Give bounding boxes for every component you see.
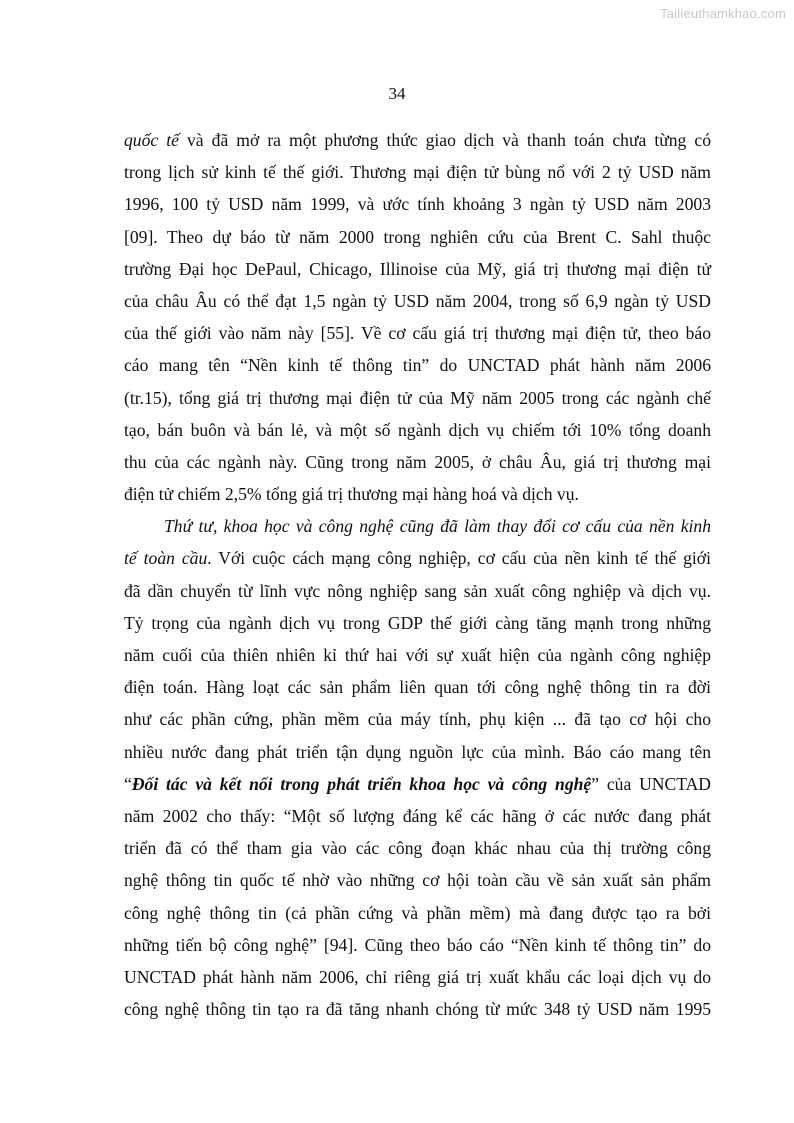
italic-text: tế toàn cầu [124, 548, 208, 569]
text-line [124, 736, 711, 768]
text-segment: . Với cuộc cách mạng công nghiệp, cơ cấu của nền kinh tế thế giới [207, 548, 711, 569]
text-line [124, 768, 711, 800]
text-line [124, 285, 711, 317]
text-segment: đã dần chuyển từ lĩnh vực nông nghiệp sang sản xuất công nghiệp và dịch vụ. [124, 580, 711, 601]
text-line [124, 993, 711, 1025]
text-line [124, 929, 711, 961]
text-segment: của thế giới vào năm này [55]. Về cơ cấu giá trị thương mại điện tử, theo báo [124, 323, 711, 344]
text-line [124, 156, 711, 188]
text-line [124, 382, 711, 414]
text-line [124, 446, 711, 478]
text-segment: thu của các ngành này. Cũng trong năm 2005, ở châu Âu, giá trị thương mại [124, 451, 711, 472]
text-line [124, 800, 711, 832]
text-segment: Tỷ trọng của ngành dịch vụ trong GDP thế giới càng tăng mạnh trong những [124, 612, 711, 633]
text-segment: (tr.15), tổng giá trị thương mại điện tử của Mỹ năm 2005 trong các ngành chế [124, 387, 711, 408]
text-line [124, 414, 711, 446]
text-segment: UNCTAD phát hành năm 2006, chỉ riêng giá trị xuất khẩu các loại dịch vụ do [124, 966, 711, 987]
text-line [124, 542, 711, 574]
text-line [124, 124, 711, 156]
text-segment: điện toán. Hàng loạt các sản phẩm liên quan tới công nghệ thông tin ra đời [124, 677, 711, 698]
text-line [124, 897, 711, 929]
text-segment: năm 2002 cho thấy: “Một số lượng đáng kể các hãng ở các nước đang phát [124, 805, 711, 826]
text-line [124, 703, 711, 735]
text-segment: cáo mang tên “Nền kinh tế thông tin” do UNCTAD phát hành năm 2006 [124, 355, 711, 376]
text-segment: của châu Âu có thể đạt 1,5 ngàn tỷ USD năm 2004, trong số 6,9 ngàn tỷ USD [124, 290, 711, 311]
text-segment: trong lịch sử kinh tế thế giới. Thương mại điện tử bùng nổ với 2 tỷ USD năm [124, 162, 711, 183]
text-line [124, 253, 711, 285]
text-line [124, 221, 711, 253]
text-line [124, 510, 711, 542]
text-line [124, 832, 711, 864]
text-segment: [09]. Theo dự báo từ năm 2000 trong nghiên cứu của Brent C. Sahl thuộc [124, 226, 711, 247]
text-line [124, 478, 711, 510]
text-segment: trường Đại học DePaul, Chicago, Illinoise của Mỹ, giá trị thương mại điện tử [124, 258, 711, 279]
page-number: 34 [388, 84, 406, 103]
text-segment: công nghệ thông tin tạo ra đã tăng nhanh chóng từ mức 348 tỷ USD năm 1995 [124, 999, 711, 1020]
text-segment: và đã mở ra một phương thức giao dịch và thanh toán chưa từng có [178, 130, 712, 150]
text-line [124, 317, 711, 349]
text-line [124, 639, 711, 671]
text-segment: “ [124, 773, 132, 794]
report-title-emphasis: Đối tác và kết nối trong phát triển khoa học và công nghệ [131, 773, 592, 794]
document-body [124, 124, 711, 1025]
text-line [124, 349, 711, 381]
text-line [124, 961, 711, 993]
text-segment: ” của UNCTAD [591, 773, 711, 794]
text-line [124, 671, 711, 703]
text-line [124, 864, 711, 896]
text-segment: những tiến bộ công nghệ” [94]. Cũng theo báo cáo “Nền kinh tế thông tin” do [124, 934, 711, 955]
text-line [124, 575, 711, 607]
italic-text: Thứ tư, khoa học và công nghệ cũng đã làm thay đổi cơ cấu của nền kinh [164, 516, 711, 537]
watermark: Tailieuthamkhao.com [660, 6, 786, 21]
text-segment: triển đã có thể tham gia vào các công đoạn khác nhau của thị trường công [124, 838, 711, 859]
text-segment: 1996, 100 tỷ USD năm 1999, và ước tính khoảng 3 ngàn tỷ USD năm 2003 [124, 194, 711, 215]
text-line [124, 188, 711, 220]
text-segment: nghệ thông tin quốc tế nhờ vào những cơ hội toàn cầu về sản xuất sản phẩm [124, 870, 711, 891]
italic-text: quốc tế [124, 130, 179, 150]
text-segment: năm cuối của thiên nhiên kỉ thứ hai với sự xuất hiện của ngành công nghiệp [124, 645, 711, 665]
text-segment: điện tử chiếm 2,5% tổng giá trị thương mại hàng hoá và dịch vụ. [124, 484, 579, 505]
text-segment: như các phần cứng, phần mềm của máy tính, phụ kiện ... đã tạo cơ hội cho [124, 709, 711, 730]
text-segment: nhiều nước đang phát triển tận dụng nguồn lực của mình. Báo cáo mang tên [124, 741, 711, 762]
text-line [124, 607, 711, 639]
text-segment: tạo, bán buôn và bán lẻ, và một số ngành dịch vụ chiếm tới 10% tổng doanh [124, 419, 711, 440]
text-segment: công nghệ thông tin (cả phần cứng và phần mềm) mà đang được tạo ra bởi [124, 902, 711, 923]
